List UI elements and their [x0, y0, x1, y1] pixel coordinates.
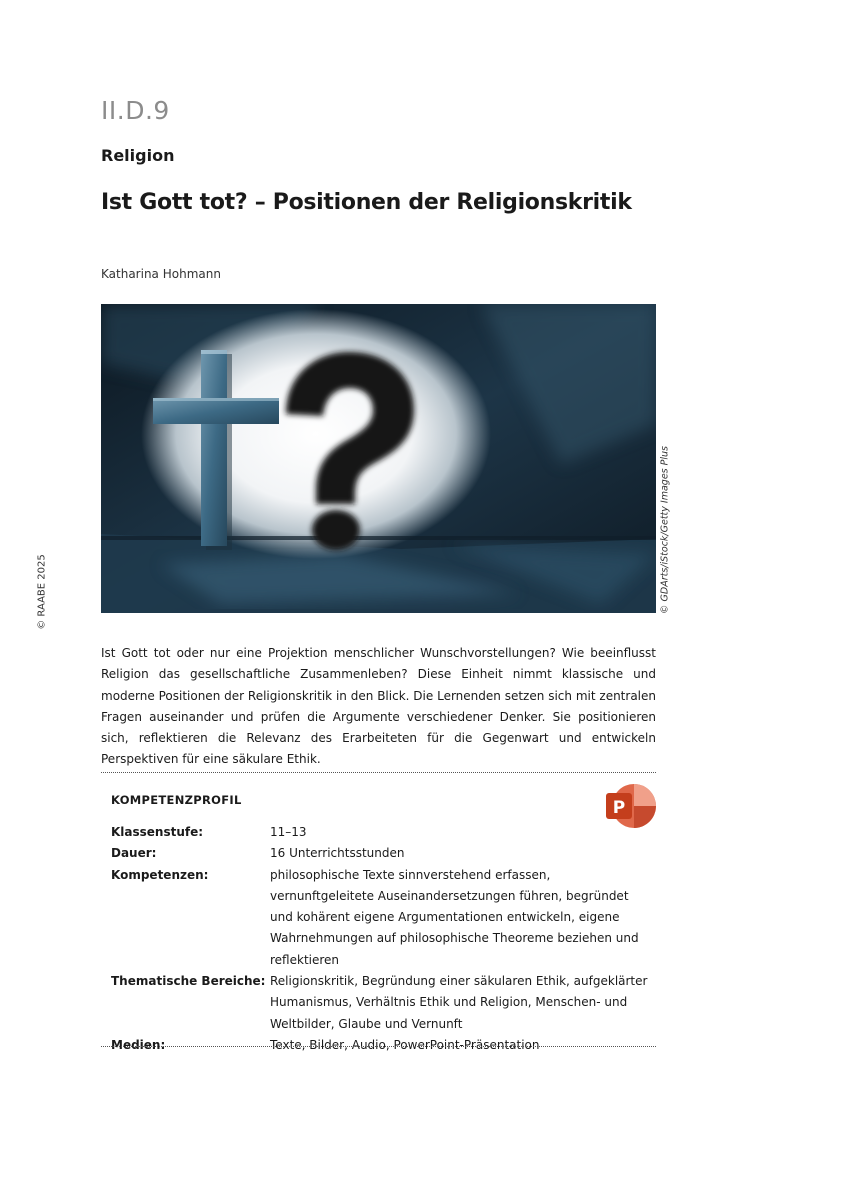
profile-label: Medien:	[111, 1037, 166, 1052]
profile-heading: KOMPETENZPROFIL	[111, 793, 242, 807]
profile-value: 11–13	[270, 825, 307, 839]
copyright-note: © RAABE 2025	[36, 554, 48, 630]
subject-label: Religion	[101, 146, 175, 165]
profile-label: Klassenstufe:	[111, 825, 204, 839]
competency-profile	[111, 822, 656, 1056]
profile-value: Religionskritik, Begründung einer säkularen Ethik, aufgeklärter Humanismus, Verhältnis Ethik und Religion, Menschen- und Weltbilder, Glaube und Vernunft	[270, 974, 648, 1031]
profile-row-thematische-bereiche	[111, 971, 656, 1035]
profile-value: 16 Unterrichtsstunden	[270, 846, 405, 861]
divider-top	[101, 772, 656, 773]
divider-bottom	[101, 1046, 656, 1047]
image-credit: © GDArts/iStock/Getty Images Plus	[659, 446, 671, 614]
profile-label: Dauer:	[111, 846, 157, 861]
profile-row-klassenstufe	[111, 822, 656, 843]
profile-label: Thematische Bereiche:	[111, 974, 266, 989]
profile-value: Texte, Bilder, Audio, PowerPoint-Präsentation	[270, 1037, 540, 1052]
profile-label: Kompetenzen:	[111, 867, 209, 882]
profile-row-kompetenzen	[111, 865, 656, 971]
author-name: Katharina Hohmann	[101, 267, 221, 281]
hero-image	[101, 304, 656, 613]
intro-text: Ist Gott tot oder nur eine Projektion menschlicher Wunschvorstellungen? Wie beeinflusst Religion das gesellschaftliche Zusammenleben? Diese Einheit nimmt klassische und moderne Positionen der Religionskritik in den Blick. Die Lernenden setzen sich mit zentralen Fragen auseinander und prüfen die Argumente verschiedener Denker. Sie positionieren sich, reflektieren die Relevanz des Erarbeiteten für die Gegenwart und entwickeln Perspektiven für eine säkulare Ethik.	[101, 646, 656, 767]
svg-text:P: P	[612, 798, 626, 818]
cross-question-illustration	[101, 304, 656, 613]
profile-value: philosophische Texte sinnverstehend erfassen, vernunftgeleitete Auseinandersetzungen führen, begründet und kohärent eigene Argumentationen entwickeln, eigene Wahrnehmungen auf philosophische Theoreme beziehen und reflektieren	[270, 867, 639, 967]
profile-row-dauer	[111, 843, 656, 864]
unit-code: II.D.9	[101, 96, 170, 125]
page-title: Ist Gott tot? – Positionen der Religionskritik	[101, 190, 632, 215]
